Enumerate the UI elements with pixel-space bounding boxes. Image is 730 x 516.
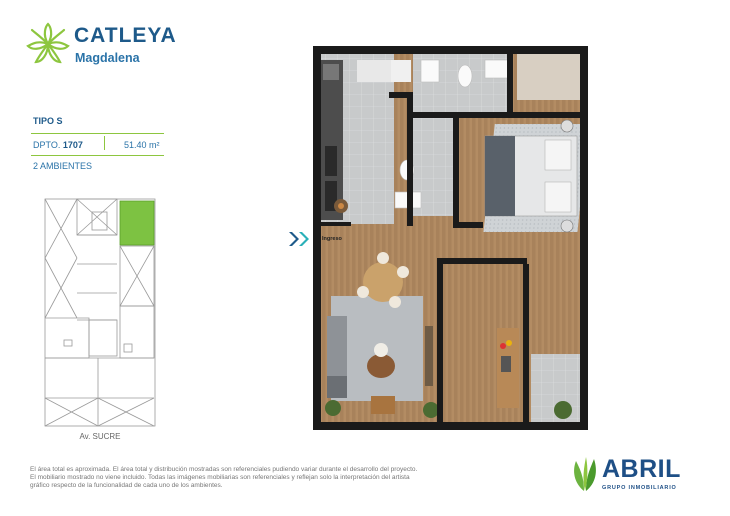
disclaimer [30,466,530,491]
brand-name: CATLEYA [74,24,177,47]
divider [31,155,164,156]
abril-logo [570,453,705,495]
entrance-arrow-icon [288,231,312,247]
orchid-flower-icon [26,22,70,66]
developer-subtitle: GRUPO INMOBILIARIO [602,485,677,491]
floor-plan [313,46,588,430]
leaf-icon [570,455,600,493]
dpto-label: DPTO. [33,140,61,150]
disclaimer-line: gráfico respecto de la funcionalidad de cada uno de los ambientes. [30,482,223,490]
developer-name: ABRIL [602,455,681,483]
highlighted-unit [120,201,154,245]
dpto-number: 1707 [62,140,83,150]
street-label: Av. SUCRE [79,432,121,441]
unit-rooms: 2 AMBIENTES [33,161,93,171]
entrance-label: Ingreso [322,236,342,242]
divider [31,133,164,134]
disclaimer-line: El mobiliario mostrado no viene incluido. Todas las imágenes mobiliarias son referenciales y reflejan solo la interpretación del artista [30,474,410,482]
unit-type: TIPO S [33,116,63,126]
divider [104,136,105,150]
disclaimer-line: El área total es aproximada. El área total y distribución mostradas son referenciales pudiendo variar durante el desarrollo del proyecto. [30,466,418,473]
catleya-logo [26,20,226,70]
unit-dpto [33,140,83,150]
brand-subtitle: Magdalena [75,51,140,65]
floor-key-plan [44,198,156,427]
unit-area: 51.40 m² [124,140,160,150]
